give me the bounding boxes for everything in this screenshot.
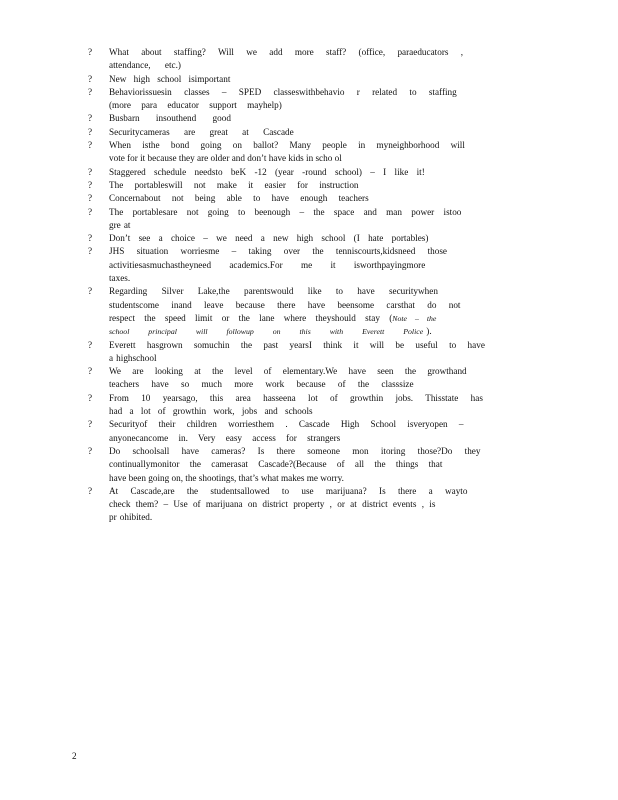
list-item xyxy=(88,245,510,285)
text-line: have been going on, the shootings, that’s what makes me worry. xyxy=(109,472,344,483)
list-item xyxy=(88,445,510,485)
text-line: The portableswill not make it easier for instruction xyxy=(109,179,359,190)
text-line xyxy=(109,312,510,325)
text-line: teachers have so much more work because of the classsize xyxy=(109,379,414,390)
text-line: JHS situation worriesme – taking over the tenniscourts,kidsneed those xyxy=(109,246,447,257)
text-line: Concernabout not being able to have enough teachers xyxy=(109,193,369,204)
text-line: activitiesasmuchastheyneed academics.For me it isworthpayingmore xyxy=(109,259,426,270)
text-line: Everett hasgrown somuchin the past yearsI think it will be useful to have xyxy=(109,339,485,350)
text-segment: ). xyxy=(423,326,432,337)
text-line: Do schoolsall have cameras? Is there someone mon itoring those?Do they xyxy=(109,445,481,456)
bullet-marker: ? xyxy=(88,246,93,257)
list-item xyxy=(88,485,510,525)
text-line: vote for it because they are older and don’t have kids in scho ol xyxy=(109,153,342,164)
bullet-marker: ? xyxy=(88,86,93,97)
text-line xyxy=(109,325,510,338)
text-line: check them? – Use of marijuana on district property , or at district events , is xyxy=(109,499,436,510)
list-item xyxy=(88,73,510,86)
list-item xyxy=(88,232,510,245)
bullet-marker: ? xyxy=(88,206,93,217)
text-line: From 10 yearsago, this area hasseena lot of growthin jobs. Thisstate has xyxy=(109,392,483,403)
list-item xyxy=(88,139,510,166)
list-item xyxy=(88,285,510,338)
text-line: Securitycameras are great at Cascade xyxy=(109,126,294,137)
bullet-marker: ? xyxy=(88,126,93,137)
text-line: When isthe bond going on ballot? Many people in myneighborhood will xyxy=(109,140,465,151)
text-line: At Cascade,are the studentsallowed to use marijuana? Is there a wayto xyxy=(109,485,468,496)
text-line: taxes. xyxy=(109,273,131,284)
bullet-marker: ? xyxy=(88,73,93,84)
bullet-marker: ? xyxy=(88,286,93,297)
list-item xyxy=(88,339,510,366)
text-line: attendance, etc.) xyxy=(109,60,181,71)
text-segment: respect the speed limit or the lane where theyshould stay ( xyxy=(109,312,393,323)
text-line: had a lot of growthin work, jobs and schools xyxy=(109,406,313,417)
note-segment: Note – the xyxy=(392,313,437,323)
list-item xyxy=(88,112,510,125)
bullet-marker: ? xyxy=(88,113,93,124)
text-line: New high school isimportant xyxy=(109,73,231,84)
list-item xyxy=(88,365,510,392)
bullet-marker: ? xyxy=(88,445,93,456)
list-item xyxy=(88,192,510,205)
text-line: (more para educator support mayhelp) xyxy=(109,100,282,111)
note-segment: school principal will followup on this with Everett Police xyxy=(109,327,424,337)
list-item xyxy=(88,392,510,419)
text-line: We are looking at the level of elementary.We have seen the growthand xyxy=(109,366,467,377)
bullet-marker: ? xyxy=(88,366,93,377)
list-item xyxy=(88,206,510,233)
text-line: gre at xyxy=(109,219,131,230)
text-line: anyonecancome in. Very easy access for strangers xyxy=(109,432,341,443)
list-item xyxy=(88,126,510,139)
list-item xyxy=(88,166,510,179)
text-line: studentscome inand leave because there have beensome carsthat do not xyxy=(109,299,461,310)
bullet-marker: ? xyxy=(88,140,93,151)
comment-list xyxy=(88,46,510,525)
text-line: What about staffing? Will we add more staff? (office, paraeducators , xyxy=(109,47,464,57)
text-line: Securityof their children worriesthem . Cascade High School isveryopen – xyxy=(109,419,464,430)
text-line: pr ohibited. xyxy=(109,512,153,523)
list-item xyxy=(88,86,510,113)
text-line: continuallymonitor the camerasat Cascade?(Because of all the things that xyxy=(109,459,443,470)
list-item xyxy=(88,418,510,445)
text-line: a highschool xyxy=(109,352,157,363)
bullet-marker: ? xyxy=(88,233,93,244)
bullet-marker: ? xyxy=(88,339,93,350)
bullet-marker: ? xyxy=(88,193,93,204)
bullet-marker: ? xyxy=(88,179,93,190)
text-line: The portablesare not going to beenough – the space and man power istoo xyxy=(109,206,462,217)
text-line: Don’t see a choice – we need a new high school (I hate portables) xyxy=(109,233,429,244)
page-number: 2 xyxy=(72,751,77,761)
text-line: Regarding Silver Lake,the parentswould like to have securitywhen xyxy=(109,286,438,297)
bullet-marker: ? xyxy=(88,392,93,403)
list-item xyxy=(88,46,510,73)
text-line: Staggered schedule needsto beK -12 (year -round school) – I like it! xyxy=(109,166,425,177)
text-line: Behaviorissuesin classes – SPED classeswithbehavio r related to staffing xyxy=(109,86,457,97)
bullet-marker: ? xyxy=(88,166,93,177)
text-line: Busbarn insouthend good xyxy=(109,113,231,124)
bullet-marker: ? xyxy=(88,419,93,430)
list-item xyxy=(88,179,510,192)
bullet-marker: ? xyxy=(88,47,93,57)
bullet-marker: ? xyxy=(88,485,93,496)
